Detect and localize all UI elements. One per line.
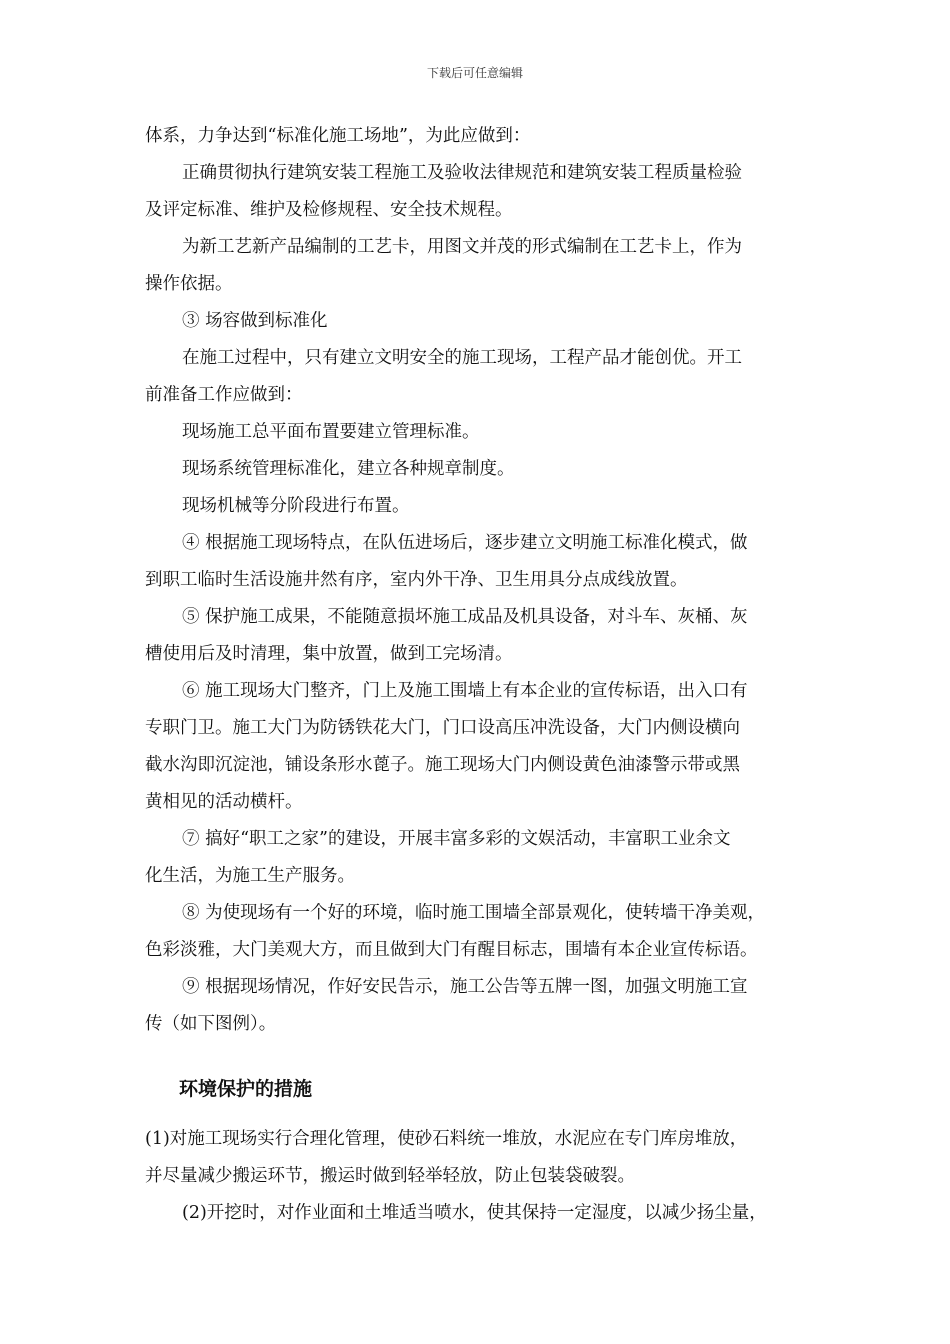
text-line: ③ 场容做到标准化 xyxy=(182,311,328,331)
text-line: 色彩淡雅，大门美观大方，而且做到大门有醒目标志，围墙有本企业宣传标语。 xyxy=(145,940,758,960)
paragraph-block xyxy=(145,118,825,1043)
text-line: 操作依据。 xyxy=(145,274,233,294)
text-line: 正确贯彻执行建筑安装工程施工及验收法律规范和建筑安装工程质量检验 xyxy=(182,163,742,183)
text-line: ⑧ 为使现场有一个好的环境，临时施工围墙全部景观化，使转墙干净美观， xyxy=(182,903,766,923)
text-line: (1)对施工现场实行合理化管理，使砂石料统一堆放，水泥应在专门库房堆放， xyxy=(145,1129,748,1149)
text-line: ⑦ 搞好“职工之家”的建设，开展丰富多彩的文娱活动，丰富职工业余文 xyxy=(182,829,731,849)
text-line: 黄相见的活动横杆。 xyxy=(145,792,303,812)
text-line: 现场机械等分阶段进行布置。 xyxy=(182,496,410,516)
text-line: 化生活，为施工生产服务。 xyxy=(145,866,355,886)
section-heading: 环境保护的措施 xyxy=(179,1078,313,1100)
text-line: 现场施工总平面布置要建立管理标准。 xyxy=(182,422,480,442)
text-line: 现场系统管理标准化，建立各种规章制度。 xyxy=(182,459,515,479)
text-line: 为新工艺新产品编制的工艺卡，用图文并茂的形式编制在工艺卡上，作为 xyxy=(182,237,742,257)
text-line: ④ 根据施工现场特点，在队伍进场后，逐步建立文明施工标准化模式，做 xyxy=(182,533,748,553)
text-line: 并尽量减少搬运环节，搬运时做到轻举轻放，防止包装袋破裂。 xyxy=(145,1166,635,1186)
text-line: ⑤ 保护施工成果，不能随意损坏施工成品及机具设备，对斗车、灰桶、灰 xyxy=(182,607,748,627)
text-line: 专职门卫。施工大门为防锈铁花大门，门口设高压冲洗设备，大门内侧设横向 xyxy=(145,718,740,738)
text-line: 到职工临时生活设施井然有序，室内外干净、卫生用具分点成线放置。 xyxy=(145,570,688,590)
text-line: (2)开挖时，对作业面和土堆适当喷水，使其保持一定湿度，以减少扬尘量， xyxy=(182,1203,767,1223)
text-line: 传（如下图例）。 xyxy=(145,1014,277,1034)
text-line: 及评定标准、维护及检修规程、安全技术规程。 xyxy=(145,200,513,220)
text-line: ⑨ 根据现场情况，作好安民告示，施工公告等五牌一图，加强文明施工宣 xyxy=(182,977,748,997)
text-line: 体系，力争达到“标准化施工场地”，为此应做到： xyxy=(145,126,531,146)
document-body xyxy=(145,118,825,1232)
page-header: 下载后可任意编辑 xyxy=(426,66,523,80)
text-line: ⑥ 施工现场大门整齐，门上及施工围墙上有本企业的宣传标语，出入口有 xyxy=(182,681,748,701)
text-line: 在施工过程中，只有建立文明安全的施工现场，工程产品才能创优。开工 xyxy=(182,348,742,368)
section-paragraph-block xyxy=(145,1121,825,1232)
text-line: 截水沟即沉淀池，铺设条形水蓖子。施工现场大门内侧设黄色油漆警示带或黑 xyxy=(145,755,740,775)
text-line: 槽使用后及时清理，集中放置，做到工完场清。 xyxy=(145,644,513,664)
text-line: 前准备工作应做到： xyxy=(145,385,303,405)
